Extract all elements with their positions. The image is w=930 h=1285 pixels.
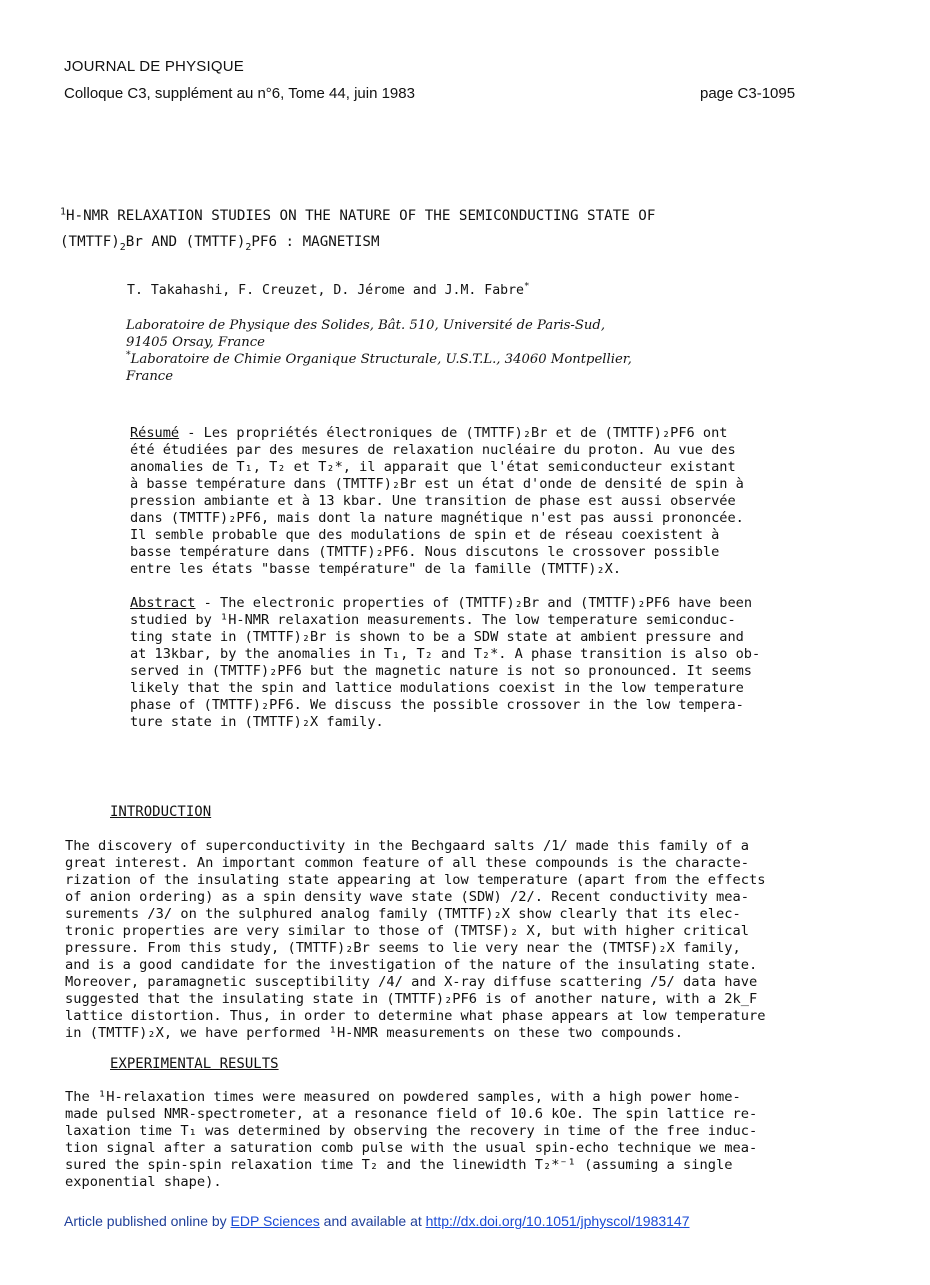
abstract-line: [130, 595, 820, 612]
paragraph-line: The discovery of superconductivity in the Bechgaard salts /1/ made this family of a: [65, 838, 749, 854]
paragraph-line: tion signal after a saturation comb pulse with the usual spin-echo technique we mea-: [65, 1140, 758, 1156]
resume-line: été étudiées par des mesures de relaxation nucléaire du proton. Au vue des: [130, 442, 736, 458]
page-number: page C3-1095: [700, 85, 796, 102]
experimental-results-paragraph: [65, 1089, 855, 1191]
footer-middle: and available at: [319, 1213, 426, 1229]
abstract-line: served in (TMTTF)₂PF6 but the magnetic nature is not so pronounced. It seems: [130, 663, 752, 679]
abstract-line: studied by ¹H-NMR relaxation measurements. The low temperature semiconduc-: [130, 612, 736, 628]
resume-line: Il semble probable que des modulations de spin et de réseau coexistent à: [130, 527, 720, 543]
paragraph-line: lattice distortion. Thus, in order to determine what phase appears at low temperature: [65, 1008, 766, 1024]
paragraph-line: in (TMTTF)₂X, we have performed ¹H-NMR measurements on these two compounds.: [65, 1025, 684, 1041]
abstract-line: ture state in (TMTTF)₂X family.: [130, 714, 384, 730]
resume-line: pression ambiante et à 13 kbar. Une transition de phase est aussi observée: [130, 493, 736, 509]
paragraph-line: pressure. From this study, (TMTTF)₂Br seems to lie very near the (TMTSF)₂X family,: [65, 940, 741, 956]
title-superscript: 1: [60, 206, 66, 218]
title-part: Br AND (TMTTF): [125, 234, 246, 250]
doi-link[interactable]: http://dx.doi.org/10.1051/jphyscol/1983147: [425, 1213, 690, 1229]
resume-line: basse température dans (TMTTF)₂PF6. Nous discutons le crossover possible: [130, 544, 720, 560]
introduction-paragraph: [65, 838, 855, 1042]
title-line-1-text: H-NMR RELAXATION STUDIES ON THE NATURE OF THE SEMICONDUCTING STATE OF: [65, 208, 656, 224]
paragraph-line: exponential shape).: [65, 1174, 222, 1190]
paragraph-line: made pulsed NMR-spectrometer, at a resonance field of 10.6 kOe. The spin lattice re-: [65, 1106, 758, 1122]
paragraph-line: Moreover, paramagnetic susceptibility /4/ and X-ray diffuse scattering /5/ data have: [65, 974, 758, 990]
resume-block: [130, 425, 820, 578]
affiliation-text: Laboratoire de Chimie Organique Structurale, U.S.T.L., 34060 Montpellier,: [130, 352, 632, 367]
paragraph-line: surements /3/ on the sulphured analog family (TMTTF)₂X show clearly that its elec-: [65, 906, 741, 922]
title-line-1: [60, 203, 890, 229]
paragraph-line: suggested that the insulating state in (TMTTF)₂PF6 is of another nature, with a 2k_F: [65, 991, 758, 1007]
affiliation-line: Laboratoire de Physique des Solides, Bât. 510, Université de Paris-Sud,: [126, 318, 606, 333]
title-sub: 2: [245, 241, 252, 253]
paragraph-line: The ¹H-relaxation times were measured on powdered samples, with a high power home-: [65, 1089, 741, 1105]
footer-prefix: Article published online by: [64, 1213, 231, 1229]
abstract-line: ting state in (TMTTF)₂Br is shown to be a SDW state at ambient pressure and: [130, 629, 744, 645]
abstract-label: Abstract: [130, 595, 196, 611]
edp-sciences-link[interactable]: EDP Sciences: [230, 1213, 320, 1229]
title-line-2: [60, 229, 890, 255]
resume-line: anomalies de T₁, T₂ et T₂*, il apparait que l'état semiconducteur existant: [130, 459, 736, 475]
abstract-line: phase of (TMTTF)₂PF6. We discuss the possible crossover in the low tempera-: [130, 697, 744, 713]
resume-text: - Les propriétés électroniques de (TMTTF)₂Br et de (TMTTF)₂PF6 ont: [179, 425, 728, 441]
abstract-line: likely that the spin and lattice modulations coexist in the low temperature: [130, 680, 744, 696]
affiliation-line: [126, 351, 826, 368]
paragraph-line: great interest. An important common feature of all these compounds is the characte-: [65, 855, 749, 871]
paragraph-line: laxation time T₁ was determined by observing the recovery in time of the free induc-: [65, 1123, 758, 1139]
affiliation-line: France: [126, 369, 173, 384]
colloque-line: Colloque C3, supplément au n°6, Tome 44, juin 1983: [64, 85, 415, 102]
author-names: T. Takahashi, F. Creuzet, D. Jérome and J.M. Fabre: [127, 283, 524, 298]
title-part: (TMTTF): [60, 234, 120, 250]
abstract-line: at 13kbar, by the anomalies in T₁, T₂ and T₂*. A phase transition is also ob-: [130, 646, 761, 662]
affiliation-star: *: [126, 349, 131, 361]
title-sub: 2: [119, 241, 126, 253]
introduction-heading: INTRODUCTION: [110, 804, 212, 820]
affiliation-line: 91405 Orsay, France: [126, 335, 265, 350]
paragraph-line: rization of the insulating state appearing at low temperature (apart from the effects: [65, 872, 766, 888]
journal-name: JOURNAL DE PHYSIQUE: [64, 58, 244, 75]
resume-line: entre les états "basse température" de la famille (TMTTF)₂X.: [130, 561, 622, 577]
abstract-text: - The electronic properties of (TMTTF)₂Br and (TMTTF)₂PF6 have been: [195, 595, 753, 611]
paper-title: [60, 203, 890, 255]
author-star: *: [523, 280, 530, 292]
paragraph-line: sured the spin-spin relaxation time T₂ and the linewidth T₂*⁻¹ (assuming a single: [65, 1157, 733, 1173]
paragraph-line: and is a good candidate for the investigation of the nature of the insulating state.: [65, 957, 758, 973]
title-part: PF6 : MAGNETISM: [251, 234, 380, 250]
resume-label: Résumé: [130, 425, 180, 441]
affiliations: [126, 317, 826, 385]
authors: [127, 280, 530, 298]
resume-line: à basse température dans (TMTTF)₂Br est un état d'onde de densité de spin à: [130, 476, 744, 492]
paragraph-line: of anion ordering) as a spin density wave state (SDW) /2/. Recent conductivity mea-: [65, 889, 749, 905]
abstract-block: [130, 595, 820, 731]
resume-line: dans (TMTTF)₂PF6, mais dont la nature magnétique n'est pas aussi prononcée.: [130, 510, 744, 526]
resume-line: [130, 425, 820, 442]
publication-footer: [64, 1213, 690, 1229]
experimental-results-heading: EXPERIMENTAL RESULTS: [110, 1056, 279, 1072]
paragraph-line: tronic properties are very similar to those of (TMTSF)₂ X, but with higher critical: [65, 923, 749, 939]
